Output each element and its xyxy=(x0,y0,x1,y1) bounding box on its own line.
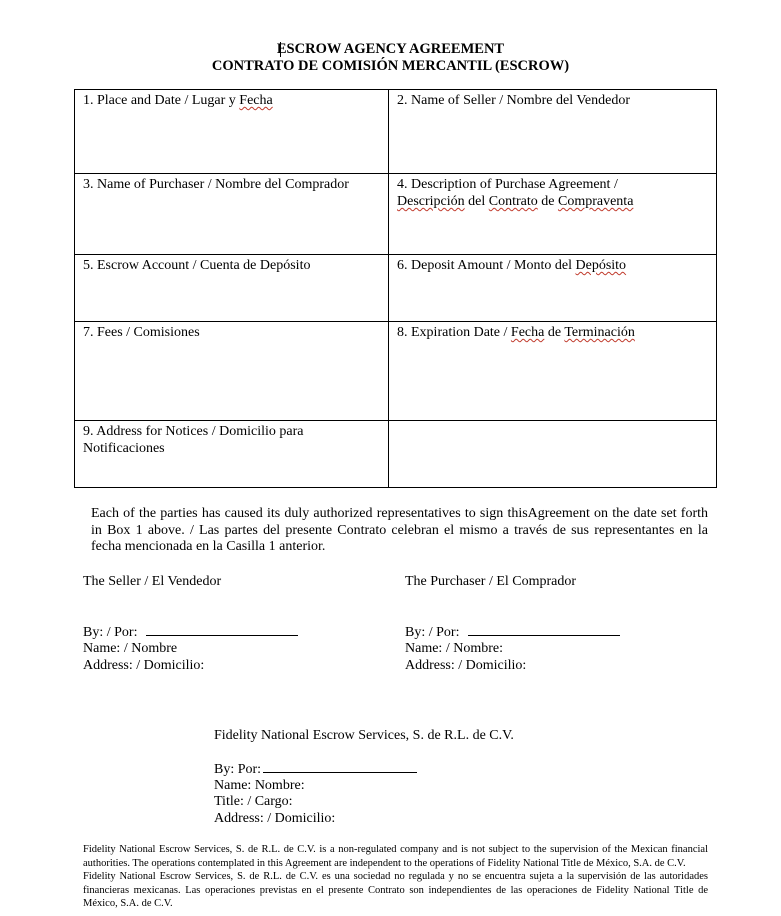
escrow-title: Title: / Cargo: xyxy=(214,794,293,809)
disclaimer-english: Fidelity National Escrow Services, S. de R.L. de C.V. is a non-regulated company and is not subject to the supervision of the Mexican financial authorities. The operations contemplated in this Agreement are independent to the operations of Fidelity National Title de México, S.A. de C.V. xyxy=(83,844,708,869)
box-6-deposit-amount[interactable]: 6. Deposit Amount / Monto del Depósito xyxy=(389,255,717,322)
regulatory-disclaimer xyxy=(83,843,708,911)
disclaimer-spanish: Fidelity National Escrow Services, S. de R.L. de C.V. es una sociedad no regulada y no se encuentra sujeta a la supervisión de las autoridades financieras mexicanas. Las operaciones previstas en el presente Contrato son independientes de las operaciones de Fidelity National Title de México, S.A. de C.V. xyxy=(83,871,708,909)
title-english: ESCROW AGENCY AGREEMENT xyxy=(276,41,505,57)
seller-address: Address: / Domicilio: xyxy=(83,658,205,673)
purchaser-heading: The Purchaser / El Comprador xyxy=(405,574,577,589)
seller-by-row: By: / Por: xyxy=(83,623,298,641)
purchaser-address: Address: / Domicilio: xyxy=(405,658,527,673)
agreement-boxes-table xyxy=(74,89,717,488)
escrow-address: Address: / Domicilio: xyxy=(214,811,336,826)
seller-signature-line[interactable] xyxy=(146,623,298,636)
purchaser-name: Name: / Nombre: xyxy=(405,641,503,656)
seller-heading: The Seller / El Vendedor xyxy=(83,574,222,589)
box-9-address-notices[interactable]: 9. Address for Notices / Domicilio para Notificaciones xyxy=(75,421,389,488)
box-7-fees[interactable]: 7. Fees / Comisiones xyxy=(75,322,389,421)
box-1-place-date[interactable]: 1. Place and Date / Lugar y Fecha xyxy=(75,90,389,174)
box-8-expiration-date[interactable]: 8. Expiration Date / Fecha de Terminación xyxy=(389,322,717,421)
box-3-purchaser-name[interactable]: 3. Name of Purchaser / Nombre del Comprador xyxy=(75,174,389,255)
escrow-company: Fidelity National Escrow Services, S. de R.L. de C.V. xyxy=(214,728,514,743)
box-9-value[interactable] xyxy=(389,421,717,488)
escrow-by-row: By: Por: xyxy=(214,760,417,778)
title-spanish: CONTRATO DE COMISIÓN MERCANTIL (ESCROW) xyxy=(211,58,570,74)
escrow-name: Name: Nombre: xyxy=(214,778,305,793)
spellcheck-word: Fecha xyxy=(239,93,273,108)
purchaser-by-row: By: / Por: xyxy=(405,623,620,641)
box-5-escrow-account[interactable]: 5. Escrow Account / Cuenta de Depósito xyxy=(75,255,389,322)
purchaser-signature-line[interactable] xyxy=(468,623,620,636)
seller-name: Name: / Nombre xyxy=(83,641,178,656)
signature-statement: Each of the parties has caused its duly authorized representatives to sign thisAgreement on the date set forth in Box 1 above. / Las partes del presente Contrato celebran el mismo a través de sus representantes en la fecha mencionada en la Casilla 1 anterior. xyxy=(91,506,708,554)
box-2-seller-name[interactable]: 2. Name of Seller / Nombre del Vendedor xyxy=(389,90,717,174)
box-4-purchase-agreement[interactable]: 4. Description of Purchase Agreement / Descripción del Contrato de Compraventa xyxy=(389,174,717,255)
escrow-signature-line[interactable] xyxy=(263,760,417,773)
